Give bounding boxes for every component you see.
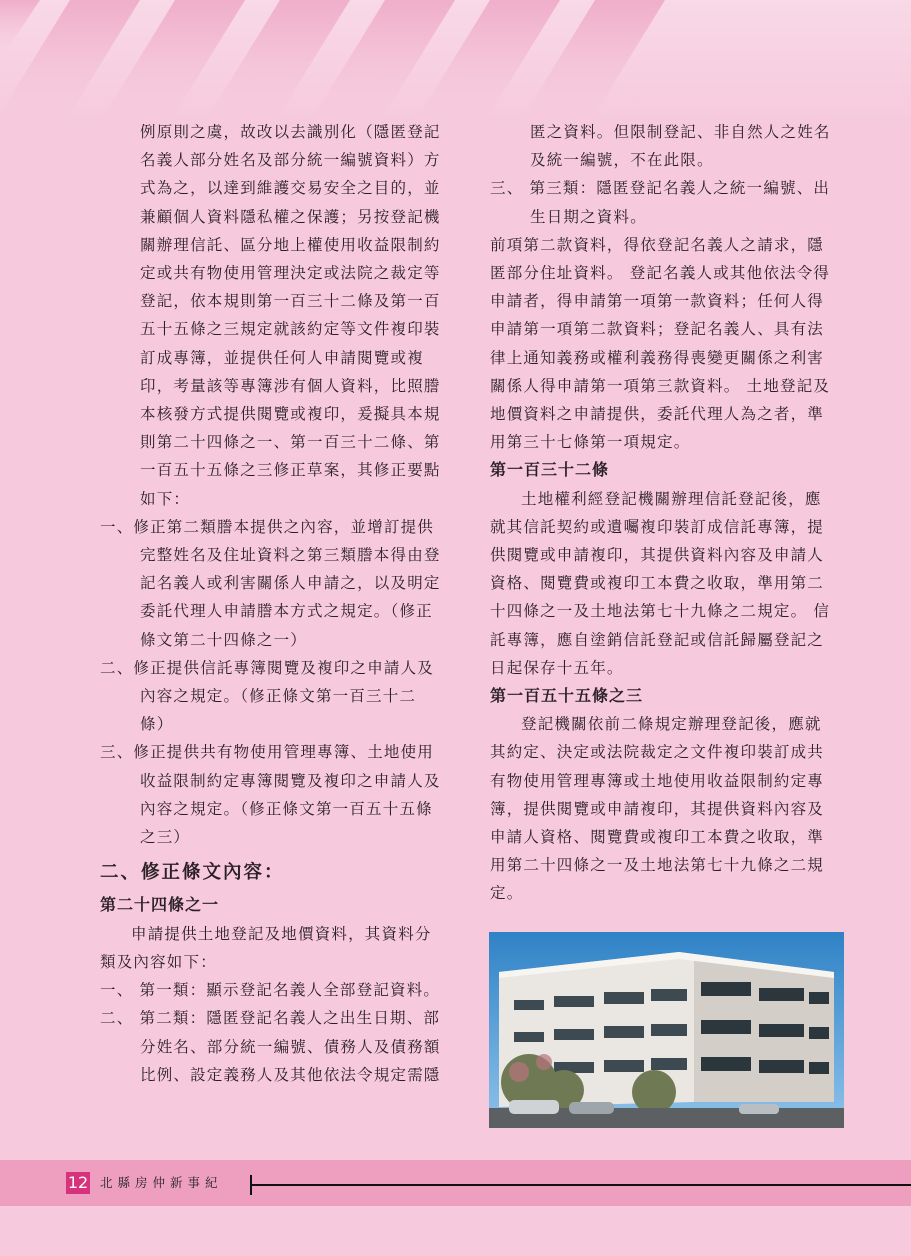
text-line: 匿部分住址資料。 登記名義人或其他依法令得: [490, 264, 831, 283]
text-line: 內容之規定。（修正條文第一百三十二: [140, 687, 417, 706]
text-line: 一百五十五條之三修正草案，其修正要點: [140, 461, 441, 480]
text-line: 一、修正第二類謄本提供之內容，並增訂提供: [100, 517, 435, 536]
text-line: 訂成專簿，並提供任何人申請閱覽或複: [140, 348, 424, 367]
text-line: 比例、設定義務人及其他依法令規定需隱: [140, 1065, 441, 1084]
building-illustration: [489, 932, 844, 1128]
text-line: 之三）: [140, 828, 191, 847]
magazine-title: 北縣房仲新事紀: [100, 1175, 223, 1190]
text-line: 名義人部分姓名及部分統一編號資料）方: [140, 151, 441, 170]
text-line: 託專簿，應自塗銷信託登記或信託歸屬登記之: [490, 630, 825, 649]
text-line: 關係人得申請第一項第三款資料。 土地登記及: [490, 376, 831, 395]
text-line: 收益限制約定專簿閱覽及複印之申請人及: [140, 771, 441, 790]
amendment-point-2: [100, 654, 462, 739]
text-line: 定。: [490, 884, 524, 903]
text-line: 供閱覽或申請複印，其提供資料內容及申請人: [490, 546, 825, 565]
text-line: 一、 第一類：顯示登記名義人全部登記資料。: [100, 981, 441, 1000]
section-heading: 二、修正條文內容：: [100, 862, 285, 884]
text-line: 二、 第二類：隱匿登記名義人之出生日期、部: [100, 1009, 441, 1028]
text-line: 地價資料之申請提供，委託代理人為之者，準: [490, 405, 825, 424]
text-line: 內容之規定。（修正條文第一百五十五條: [140, 799, 433, 818]
text-line: 完整姓名及住址資料之第三類謄本得由登: [140, 546, 441, 565]
text-line: 及統一編號，不在此限。: [530, 151, 714, 170]
footer-divider-line: [252, 1184, 911, 1186]
amendment-point-1: [100, 513, 462, 654]
text-line: 登記機關依前二條規定辦理登記後，應就: [521, 715, 822, 734]
text-line: 記名義人或利害關係人申請之，以及明定: [140, 574, 441, 593]
text-line: 就其信託契約或遺囑複印裝訂成信託專簿，提: [490, 517, 825, 536]
text-line: 如下：: [140, 489, 191, 508]
text-line: 三、 第三類：隱匿登記名義人之統一編號、出: [490, 179, 831, 198]
text-line: 簿，提供閱覽或申請複印，其提供資料內容及: [490, 799, 825, 818]
text-line: 資格、閱覽費或複印工本費之收取，準用第二: [490, 574, 825, 593]
text-line: 用第三十七條第一項規定。: [490, 433, 691, 452]
text-line: 十四條之一及土地法第七十九條之二規定。 信: [490, 602, 831, 621]
text-line: 條）: [140, 715, 174, 734]
text-line: 分姓名、部分統一編號、債務人及債務額: [140, 1037, 441, 1056]
text-line: 其約定、決定或法院裁定之文件複印裝訂成共: [490, 743, 825, 762]
left-column: [100, 118, 462, 1089]
text-line: 條文第二十四條之一）: [140, 630, 308, 649]
article-24-1-item-2: [100, 1004, 462, 1089]
article-155-3-body: [490, 710, 855, 907]
text-line: 則第二十四條之一、第一百三十二條、第: [140, 433, 441, 452]
text-line: 關辦理信託、區分地上權使用收益限制約: [140, 235, 441, 254]
text-line: 申請提供土地登記及地價資料，其資料分: [131, 924, 432, 943]
text-line: 律上通知義務或權利義務得喪變更關係之利害: [490, 348, 825, 367]
text-line: 生日期之資料。: [530, 207, 647, 226]
article-24-1-item-1: [100, 976, 462, 1004]
text-line: 本核發方式提供閱覽或複印，爰擬具本規: [140, 405, 441, 424]
text-line: 日起保存十五年。: [490, 658, 624, 677]
text-line: 印，考量該等專簿涉有個人資料，比照謄: [140, 376, 441, 395]
text-line: 二、修正提供信託專簿閱覽及複印之申請人及: [100, 658, 435, 677]
text-line: 登記，依本規則第一百三十二條及第一百: [140, 292, 441, 311]
article-24-1-paragraph: [490, 231, 855, 457]
text-line: 三、修正提供共有物使用管理專簿、土地使用: [100, 743, 435, 762]
article-155-3-heading: 第一百五十五條之三: [490, 686, 644, 706]
article-132-body: [490, 485, 855, 682]
text-line: 申請第一項第二款資料；登記名義人、具有法: [490, 320, 825, 339]
text-line: 申請人資格、閱覽費或複印工本費之收取，準: [490, 828, 825, 847]
text-line: 前項第二款資料，得依登記名義人之請求，隱: [490, 235, 825, 254]
top-stripe-decoration: [0, 0, 911, 130]
text-line: 委託代理人申請謄本方式之規定。（修正: [140, 602, 433, 621]
text-line: 式為之，以達到維護交易安全之目的，並: [140, 179, 441, 198]
text-line: 例原則之虞，故改以去識別化（隱匿登記: [140, 123, 441, 141]
text-line: 申請者，得申請第一項第一款資料；任何人得: [490, 292, 825, 311]
text-line: 類及內容如下：: [100, 952, 217, 971]
text-line: 用第二十四條之一及土地法第七十九條之二規: [490, 856, 825, 875]
item-2-continued: [490, 118, 855, 174]
building-photo: [489, 932, 844, 1128]
amendment-point-3: [100, 738, 462, 851]
footer-bottom-area: [0, 1206, 911, 1256]
article-24-1-item-3: [490, 174, 855, 230]
article-24-1-intro: [100, 920, 462, 976]
text-line: 五十五條之三規定就該約定等文件複印裝: [140, 320, 441, 339]
intro-paragraph: [100, 118, 462, 513]
article-24-1-heading: 第二十四條之一: [100, 895, 220, 915]
page-number: 12: [67, 1173, 89, 1192]
text-line: 兼顧個人資料隱私權之保護；另按登記機: [140, 207, 441, 226]
text-line: 定或共有物使用管理決定或法院之裁定等: [140, 264, 441, 283]
right-column: [490, 118, 855, 908]
article-132-heading: 第一百三十二條: [490, 460, 610, 480]
text-line: 匿之資料。但限制登記、非自然人之姓名: [530, 123, 831, 141]
text-line: 有物使用管理專簿或土地使用收益限制約定專: [490, 771, 825, 790]
text-line: 土地權利經登記機關辦理信託登記後，應: [521, 489, 822, 508]
